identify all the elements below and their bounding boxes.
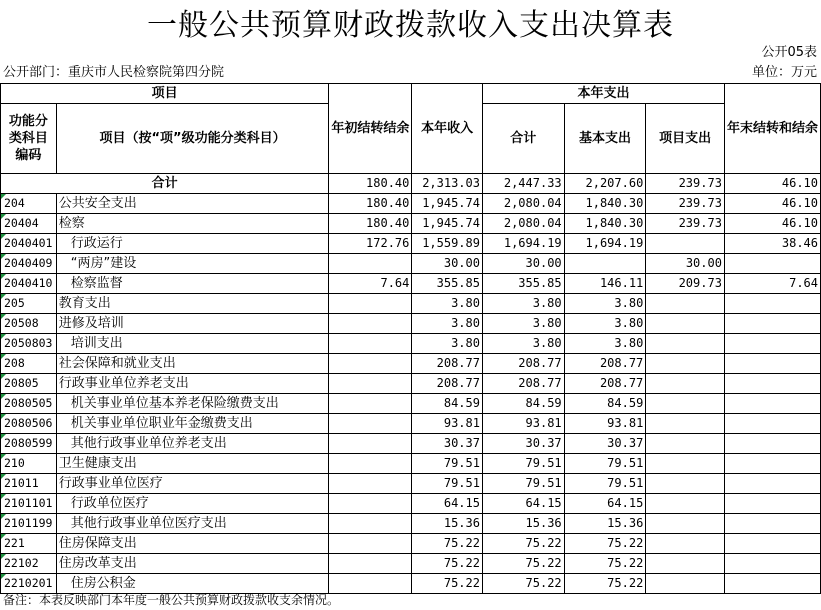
cell-exp-project bbox=[646, 354, 725, 374]
cell-closing bbox=[724, 474, 820, 494]
cell-opening: 172.76 bbox=[329, 234, 412, 254]
cell-code: 20404 bbox=[1, 214, 57, 234]
cell-name: 机关事业单位职业年金缴费支出 bbox=[56, 414, 329, 434]
cell-closing: 38.46 bbox=[724, 234, 820, 254]
cell-opening bbox=[329, 254, 412, 274]
cell-exp-project bbox=[646, 374, 725, 394]
cell-exp-total: 208.77 bbox=[482, 374, 564, 394]
cell-closing bbox=[724, 394, 820, 414]
table-row bbox=[1, 494, 821, 514]
cell-name: “两房”建设 bbox=[56, 254, 329, 274]
cell-name: 卫生健康支出 bbox=[56, 454, 329, 474]
cell-exp-project bbox=[646, 554, 725, 574]
cell-code: 2040401 bbox=[1, 234, 57, 254]
table-row bbox=[1, 214, 821, 234]
cell-income: 79.51 bbox=[412, 454, 483, 474]
table-row bbox=[1, 454, 821, 474]
cell-exp-project bbox=[646, 314, 725, 334]
cell-opening bbox=[329, 534, 412, 554]
table-row bbox=[1, 554, 821, 574]
cell-code: 21011 bbox=[1, 474, 57, 494]
cell-code: 20508 bbox=[1, 314, 57, 334]
cell-name: 行政事业单位养老支出 bbox=[56, 374, 329, 394]
cell-code: 20805 bbox=[1, 374, 57, 394]
unit-label: 单位：万元 bbox=[751, 65, 817, 80]
cell-income: 3.80 bbox=[412, 294, 483, 314]
cell-code: 2080505 bbox=[1, 394, 57, 414]
header-expense-group: 本年支出 bbox=[482, 84, 724, 104]
cell-opening bbox=[329, 394, 412, 414]
cell-exp-project bbox=[646, 434, 725, 454]
cell-exp-total: 79.51 bbox=[482, 454, 564, 474]
cell-closing bbox=[724, 254, 820, 274]
cell-opening bbox=[329, 414, 412, 434]
cell-exp-basic: 1,840.30 bbox=[564, 194, 646, 214]
cell-income: 75.22 bbox=[412, 554, 483, 574]
cell-exp-basic: 208.77 bbox=[564, 354, 646, 374]
cell-exp-basic: 79.51 bbox=[564, 454, 646, 474]
cell-opening bbox=[329, 554, 412, 574]
cell-income: 208.77 bbox=[412, 354, 483, 374]
cell-exp-basic: 3.80 bbox=[564, 334, 646, 354]
cell-exp-basic: 146.11 bbox=[564, 274, 646, 294]
cell-exp-total: 75.22 bbox=[482, 554, 564, 574]
cell-closing bbox=[724, 414, 820, 434]
cell-exp-basic: 15.36 bbox=[564, 514, 646, 534]
cell-exp-basic bbox=[564, 254, 646, 274]
cell-code: 2080599 bbox=[1, 434, 57, 454]
cell-exp-project bbox=[646, 454, 725, 474]
header-exp-basic: 基本支出 bbox=[564, 104, 646, 174]
cell-closing bbox=[724, 574, 820, 594]
cell-name: 进修及培训 bbox=[56, 314, 329, 334]
cell-closing bbox=[724, 514, 820, 534]
cell-exp-project bbox=[646, 474, 725, 494]
cell-opening: 7.64 bbox=[329, 274, 412, 294]
cell-income: 1,945.74 bbox=[412, 214, 483, 234]
cell-code: 2080506 bbox=[1, 414, 57, 434]
cell-code: 22102 bbox=[1, 554, 57, 574]
cell-exp-total: 84.59 bbox=[482, 394, 564, 414]
cell-code: 2040409 bbox=[1, 254, 57, 274]
header-closing: 年末结转和结余 bbox=[724, 84, 820, 174]
cell-closing bbox=[724, 554, 820, 574]
cell-closing bbox=[724, 494, 820, 514]
total-exp-project: 239.73 bbox=[646, 174, 725, 194]
table-row bbox=[1, 534, 821, 554]
cell-opening bbox=[329, 334, 412, 354]
cell-income: 1,559.89 bbox=[412, 234, 483, 254]
cell-exp-total: 3.80 bbox=[482, 294, 564, 314]
cell-closing bbox=[724, 454, 820, 474]
cell-closing bbox=[724, 294, 820, 314]
cell-income: 1,945.74 bbox=[412, 194, 483, 214]
cell-income: 84.59 bbox=[412, 394, 483, 414]
cell-exp-project bbox=[646, 294, 725, 314]
cell-code: 204 bbox=[1, 194, 57, 214]
cell-income: 30.37 bbox=[412, 434, 483, 454]
table-row bbox=[1, 194, 821, 214]
header-exp-project: 项目支出 bbox=[646, 104, 725, 174]
cell-exp-project bbox=[646, 234, 725, 254]
table-row bbox=[1, 574, 821, 594]
cell-exp-total: 355.85 bbox=[482, 274, 564, 294]
cell-closing bbox=[724, 534, 820, 554]
cell-exp-project bbox=[646, 334, 725, 354]
cell-code: 2101101 bbox=[1, 494, 57, 514]
table-row bbox=[1, 334, 821, 354]
table-row bbox=[1, 254, 821, 274]
cell-closing bbox=[724, 314, 820, 334]
cell-income: 30.00 bbox=[412, 254, 483, 274]
cell-code: 2040410 bbox=[1, 274, 57, 294]
cell-name: 行政运行 bbox=[56, 234, 329, 254]
total-label: 合计 bbox=[1, 174, 329, 194]
table-row bbox=[1, 434, 821, 454]
cell-exp-project: 209.73 bbox=[646, 274, 725, 294]
cell-exp-basic: 79.51 bbox=[564, 474, 646, 494]
cell-code: 210 bbox=[1, 454, 57, 474]
page-title: 一般公共预算财政拨款收入支出决算表 bbox=[147, 8, 674, 43]
cell-exp-project bbox=[646, 534, 725, 554]
cell-name: 行政单位医疗 bbox=[56, 494, 329, 514]
cell-income: 64.15 bbox=[412, 494, 483, 514]
cell-opening bbox=[329, 354, 412, 374]
cell-exp-total: 15.36 bbox=[482, 514, 564, 534]
cell-exp-basic: 75.22 bbox=[564, 534, 646, 554]
cell-code: 208 bbox=[1, 354, 57, 374]
cell-code: 2101199 bbox=[1, 514, 57, 534]
cell-name: 培训支出 bbox=[56, 334, 329, 354]
cell-exp-project: 30.00 bbox=[646, 254, 725, 274]
cell-exp-basic: 208.77 bbox=[564, 374, 646, 394]
cell-name: 其他行政事业单位医疗支出 bbox=[56, 514, 329, 534]
cell-exp-project bbox=[646, 574, 725, 594]
cell-exp-basic: 30.37 bbox=[564, 434, 646, 454]
cell-opening bbox=[329, 374, 412, 394]
cell-income: 355.85 bbox=[412, 274, 483, 294]
cell-exp-total: 30.00 bbox=[482, 254, 564, 274]
cell-income: 93.81 bbox=[412, 414, 483, 434]
table-row bbox=[1, 514, 821, 534]
cell-exp-total: 3.80 bbox=[482, 334, 564, 354]
table-row bbox=[1, 394, 821, 414]
table-row bbox=[1, 414, 821, 434]
cell-exp-project: 239.73 bbox=[646, 194, 725, 214]
cell-exp-basic: 64.15 bbox=[564, 494, 646, 514]
total-row bbox=[1, 174, 821, 194]
header-opening: 年初结转结余 bbox=[329, 84, 412, 174]
cell-closing bbox=[724, 374, 820, 394]
cell-name: 机关事业单位基本养老保险缴费支出 bbox=[56, 394, 329, 414]
total-income: 2,313.03 bbox=[412, 174, 483, 194]
cell-income: 208.77 bbox=[412, 374, 483, 394]
cell-exp-basic: 93.81 bbox=[564, 414, 646, 434]
cell-opening bbox=[329, 574, 412, 594]
cell-name: 住房改革支出 bbox=[56, 554, 329, 574]
cell-exp-total: 2,080.04 bbox=[482, 214, 564, 234]
cell-opening: 180.40 bbox=[329, 194, 412, 214]
cell-opening bbox=[329, 314, 412, 334]
cell-exp-total: 1,694.19 bbox=[482, 234, 564, 254]
cell-exp-total: 93.81 bbox=[482, 414, 564, 434]
cell-exp-total: 75.22 bbox=[482, 534, 564, 554]
cell-exp-basic: 84.59 bbox=[564, 394, 646, 414]
budget-table bbox=[0, 83, 821, 594]
cell-exp-total: 79.51 bbox=[482, 474, 564, 494]
header-code: 功能分类科目编码 bbox=[1, 104, 57, 174]
cell-opening bbox=[329, 474, 412, 494]
total-opening: 180.40 bbox=[329, 174, 412, 194]
cell-exp-total: 64.15 bbox=[482, 494, 564, 514]
cell-name: 行政事业单位医疗 bbox=[56, 474, 329, 494]
cell-income: 79.51 bbox=[412, 474, 483, 494]
cell-name: 公共安全支出 bbox=[56, 194, 329, 214]
table-row bbox=[1, 374, 821, 394]
cell-name: 检察监督 bbox=[56, 274, 329, 294]
table-row bbox=[1, 354, 821, 374]
cell-exp-project: 239.73 bbox=[646, 214, 725, 234]
cell-exp-basic: 75.22 bbox=[564, 574, 646, 594]
cell-income: 3.80 bbox=[412, 334, 483, 354]
cell-closing bbox=[724, 354, 820, 374]
cell-exp-basic: 1,694.19 bbox=[564, 234, 646, 254]
cell-opening bbox=[329, 514, 412, 534]
footnote: 备注：本表反映部门本年度一般公共预算财政拨款收支余情况。 bbox=[3, 593, 340, 607]
cell-income: 75.22 bbox=[412, 534, 483, 554]
cell-opening bbox=[329, 494, 412, 514]
cell-name: 教育支出 bbox=[56, 294, 329, 314]
cell-exp-basic: 3.80 bbox=[564, 314, 646, 334]
cell-closing: 46.10 bbox=[724, 214, 820, 234]
cell-closing: 7.64 bbox=[724, 274, 820, 294]
table-row bbox=[1, 314, 821, 334]
cell-name: 住房公积金 bbox=[56, 574, 329, 594]
table-row bbox=[1, 294, 821, 314]
cell-name: 其他行政事业单位养老支出 bbox=[56, 434, 329, 454]
cell-opening: 180.40 bbox=[329, 214, 412, 234]
cell-name: 检察 bbox=[56, 214, 329, 234]
cell-closing bbox=[724, 334, 820, 354]
cell-income: 15.36 bbox=[412, 514, 483, 534]
cell-opening bbox=[329, 454, 412, 474]
cell-exp-total: 30.37 bbox=[482, 434, 564, 454]
cell-name: 社会保障和就业支出 bbox=[56, 354, 329, 374]
cell-exp-basic: 3.80 bbox=[564, 294, 646, 314]
cell-exp-project bbox=[646, 494, 725, 514]
cell-exp-project bbox=[646, 514, 725, 534]
cell-exp-total: 3.80 bbox=[482, 314, 564, 334]
cell-exp-total: 75.22 bbox=[482, 574, 564, 594]
cell-opening bbox=[329, 294, 412, 314]
cell-closing bbox=[724, 434, 820, 454]
header-name: 项目（按“项”级功能分类科目） bbox=[56, 104, 329, 174]
cell-income: 75.22 bbox=[412, 574, 483, 594]
cell-exp-total: 2,080.04 bbox=[482, 194, 564, 214]
cell-income: 3.80 bbox=[412, 314, 483, 334]
cell-exp-project bbox=[646, 394, 725, 414]
total-exp-total: 2,447.33 bbox=[482, 174, 564, 194]
cell-name: 住房保障支出 bbox=[56, 534, 329, 554]
table-row bbox=[1, 474, 821, 494]
cell-code: 2210201 bbox=[1, 574, 57, 594]
cell-code: 2050803 bbox=[1, 334, 57, 354]
cell-code: 221 bbox=[1, 534, 57, 554]
cell-exp-basic: 75.22 bbox=[564, 554, 646, 574]
total-exp-basic: 2,207.60 bbox=[564, 174, 646, 194]
department-label: 公开部门：重庆市人民检察院第四分院 bbox=[3, 65, 225, 80]
header-income: 本年收入 bbox=[412, 84, 483, 174]
cell-exp-project bbox=[646, 414, 725, 434]
header-project: 项目 bbox=[1, 84, 329, 104]
cell-code: 205 bbox=[1, 294, 57, 314]
cell-closing: 46.10 bbox=[724, 194, 820, 214]
header-exp-total: 合计 bbox=[482, 104, 564, 174]
form-number: 公开05表 bbox=[761, 45, 817, 60]
table-row bbox=[1, 234, 821, 254]
cell-opening bbox=[329, 434, 412, 454]
cell-exp-total: 208.77 bbox=[482, 354, 564, 374]
cell-exp-basic: 1,840.30 bbox=[564, 214, 646, 234]
table-row bbox=[1, 274, 821, 294]
total-closing: 46.10 bbox=[724, 174, 820, 194]
